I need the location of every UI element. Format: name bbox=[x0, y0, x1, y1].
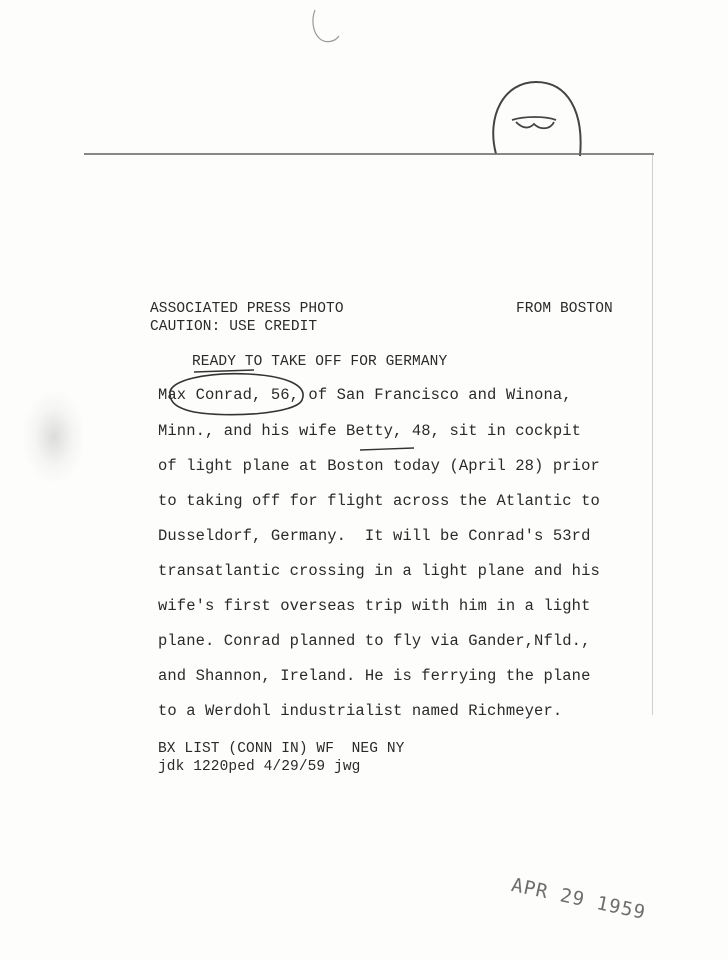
caption-line-6: transatlantic crossing in a light plane and his bbox=[158, 562, 600, 580]
caption-line-9: and Shannon, Ireland. He is ferrying the plane bbox=[158, 667, 591, 685]
pencil-annotations bbox=[168, 360, 648, 470]
paper-smudge bbox=[24, 392, 84, 482]
caption-line-2: Minn., and his wife Betty, 48, sit in cockpit bbox=[158, 422, 582, 440]
fold-line bbox=[84, 153, 654, 155]
pencil-circle-mark-icon bbox=[484, 76, 594, 160]
caption-line-7: wife's first overseas trip with him in a light bbox=[158, 597, 591, 615]
header-agency: ASSOCIATED PRESS PHOTO bbox=[150, 301, 344, 317]
caption-line-10: to a Werdohl industrialist named Richmeyer. bbox=[158, 702, 563, 720]
caption-line-3: of light plane at Boston today (April 28) prior bbox=[158, 457, 600, 475]
footer-line-1: BX LIST (CONN IN) WF NEG NY bbox=[158, 741, 405, 757]
paper-edge bbox=[652, 155, 653, 715]
headline: READY TO TAKE OFF FOR GERMANY bbox=[192, 354, 448, 370]
header-dateline: FROM BOSTON bbox=[516, 301, 613, 317]
header-caution: CAUTION: USE CREDIT bbox=[150, 319, 318, 335]
date-stamp: APR 29 1959 bbox=[509, 874, 648, 924]
caption-line-5: Dusseldorf, Germany. It will be Conrad's 53rd bbox=[158, 527, 591, 545]
caption-line-8: plane. Conrad planned to fly via Gander,Nfld., bbox=[158, 632, 591, 650]
footer-line-2: jdk 1220ped 4/29/59 jwg bbox=[158, 759, 361, 775]
caption-line-4: to taking off for flight across the Atlantic to bbox=[158, 492, 600, 510]
caption-line-1: Max Conrad, 56, of San Francisco and Winona, bbox=[158, 386, 572, 404]
pencil-mark-icon bbox=[305, 6, 345, 50]
